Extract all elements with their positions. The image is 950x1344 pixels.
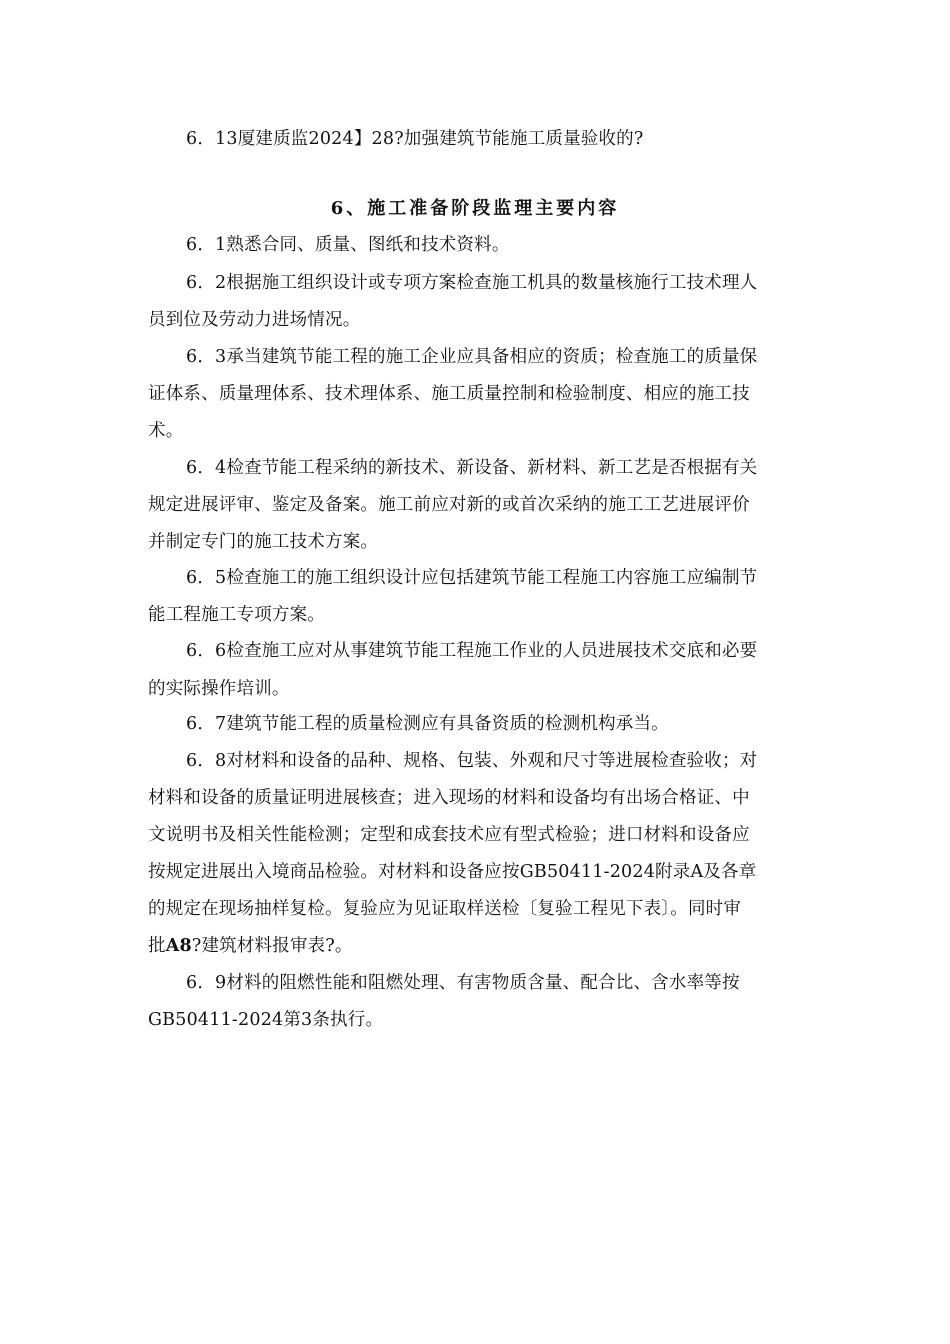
paragraph-6-8-line-1: 6．8对材料和设备的品种、规格、包装、外观和尺寸等进展检查验收；对 — [186, 751, 758, 771]
paragraph-6-6-line-2: 的实际操作培训。 — [148, 679, 290, 699]
paragraph-6-3-line-2: 证体系、质量理体系、技术理体系、施工质量控制和检验制度、相应的施工技 — [148, 384, 750, 404]
paragraph-6-1: 6．1熟悉合同、质量、图纸和技术资料。 — [186, 235, 510, 255]
paragraph-6-9-line-1: 6．9材料的阻燃性能和阻燃处理、有害物质含量、配合比、含水率等按 — [186, 973, 740, 993]
paragraph-6-4-line-1: 6．4检查节能工程采纳的新技术、新设备、新材料、新工艺是否根据有关 — [186, 458, 758, 478]
form-title-text: ?建筑材料报审表?。 — [191, 936, 353, 956]
paragraph-6-4-line-3: 并制定专门的施工技术方案。 — [148, 532, 379, 552]
paragraph-6-6-line-1: 6．6检查施工应对从事建筑节能工程施工作业的人员进展技术交底和必要 — [186, 641, 758, 661]
paragraph-6-9-line-2: GB50411-2024第3条执行。 — [148, 1010, 384, 1030]
paragraph-6-2-line-2: 员到位及劳动力进场情况。 — [148, 310, 361, 330]
paragraph-6-2-line-1: 6．2根据施工组织设计或专项方案检查施工机具的数量核施行工技术理人 — [186, 273, 758, 293]
paragraph-6-3-line-1: 6．3承当建筑节能工程的施工企业应具备相应的资质；检查施工的质量保 — [186, 347, 758, 367]
paragraph-6-7: 6．7建筑节能工程的质量检测应有具备资质的检测机构承当。 — [186, 714, 669, 734]
form-code-a8: A8 — [165, 936, 192, 956]
paragraph-6-5-line-2: 能工程施工专项方案。 — [148, 605, 325, 625]
paragraph-6-8-line-4: 按规定进展出入境商品检验。对材料和设备应按GB50411-2024附录A及各章 — [148, 862, 757, 882]
paragraph-6-5-line-1: 6．5检查施工的施工组织设计应包括建筑节能工程施工内容施工应编制节 — [186, 568, 758, 588]
approve-text: 批 — [148, 936, 166, 956]
paragraph-6-8-line-6 — [148, 934, 353, 958]
paragraph-6-4-line-2: 规定进展评审、鉴定及备案。施工前应对新的或首次采纳的施工工艺进展评价 — [148, 495, 750, 515]
reference-line: 6．13厦建质监2024】28?加强建筑节能施工质量验收的? — [186, 129, 644, 149]
paragraph-6-8-line-5: 的规定在现场抽样复检。复验应为见证取样送检〔复验工程见下表〕。同时审 — [148, 899, 742, 919]
section-heading: 6、施工准备阶段监理主要内容 — [330, 198, 620, 219]
paragraph-6-3-line-3: 术。 — [148, 421, 184, 441]
paragraph-6-8-line-3: 文说明书及相关性能检测；定型和成套技术应有型式检验；进口材料和设备应 — [148, 825, 750, 845]
paragraph-6-8-line-2: 材料和设备的质量证明进展核查；进入现场的材料和设备均有出场合格证、中 — [148, 788, 750, 808]
